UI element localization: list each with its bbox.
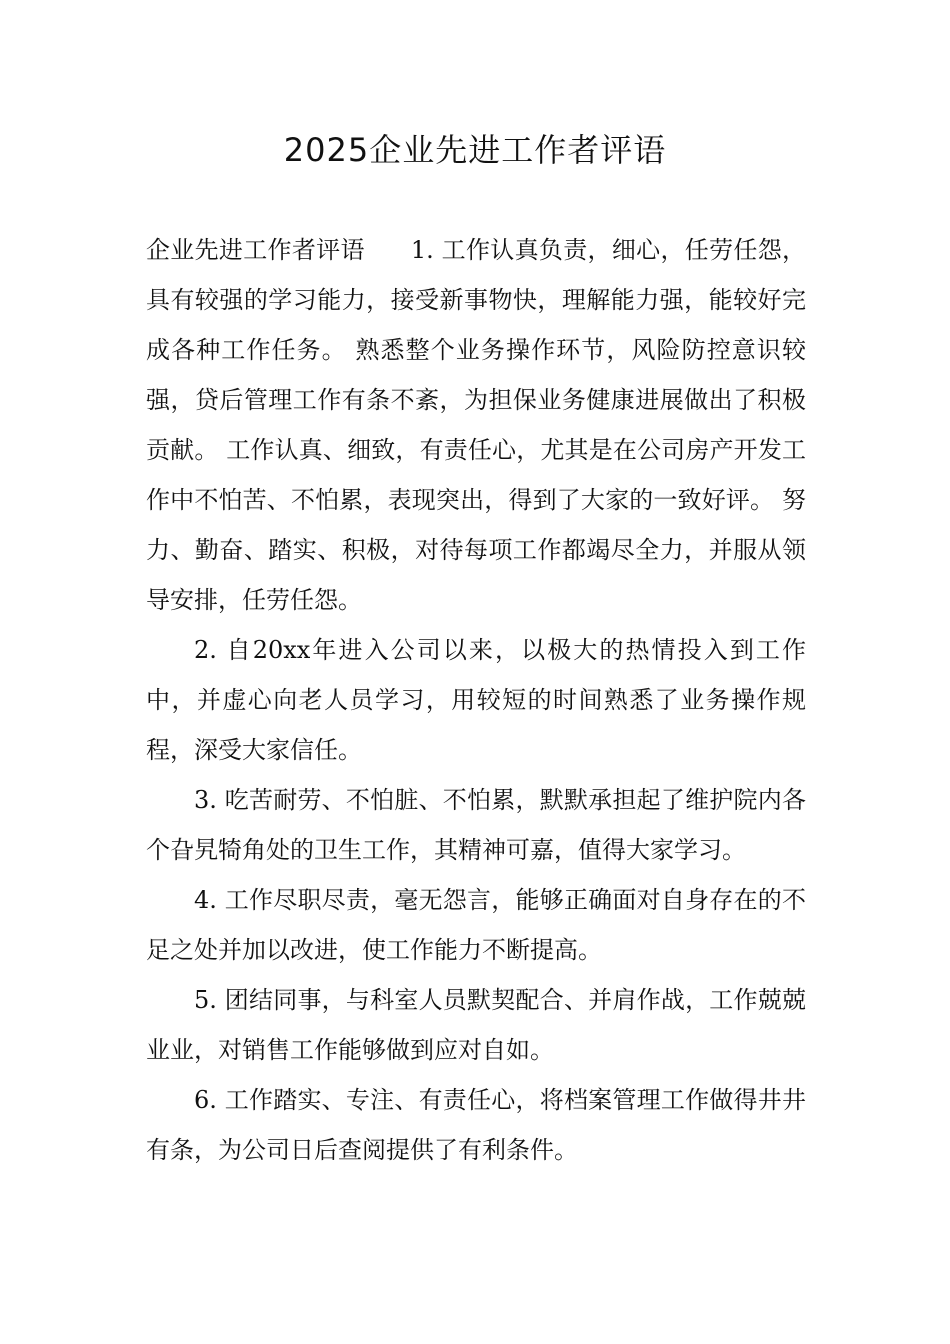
paragraph-6: 6. 工作踏实、专注、有责任心，将档案管理工作做得井井有条，为公司日后查阅提供了有利条件。 xyxy=(146,1086,806,1164)
paragraph-1 xyxy=(146,225,806,625)
paragraph-2: 2. 自20xx年进入公司以来，以极大的热情投入到工作中，并虚心向老人员学习，用较短的时间熟悉了业务操作规程，深受大家信任。 xyxy=(146,636,806,764)
document-title: 2025企业先进工作者评语 xyxy=(283,131,667,169)
paragraph-5: 5. 团结同事，与科室人员默契配合、并肩作战，工作兢兢业业，对销售工作能够做到应对自如。 xyxy=(146,986,806,1064)
paragraph-1-text: 1. 工作认真负责，细心，任劳任怨，具有较强的学习能力，接受新事物快，理解能力强，能较好完成各种工作任务。 熟悉整个业务操作环节，风险防控意识较强，贷后管理工作有条不紊，为担保业务健康进展做出了积极贡献。 工作认真、细致，有责任心，尤其是在公司房产开发工作中不怕苦、不怕累，表现突出，得到了大家的一致好评。 努力、勤奋、踏实、积极，对待每项工作都竭尽全力，并服从领导安排，任劳任怨。 xyxy=(146,236,807,614)
paragraph-4: 4. 工作尽职尽责，毫无怨言，能够正确面对自身存在的不足之处并加以改进，使工作能力不断提高。 xyxy=(146,886,806,964)
document-body xyxy=(146,225,806,1175)
intro-label: 企业先进工作者评语 xyxy=(146,236,365,264)
paragraph-3: 3. 吃苦耐劳、不怕脏、不怕累，默默承担起了维护院内各个旮旯犄角处的卫生工作，其精神可嘉，值得大家学习。 xyxy=(146,786,806,864)
